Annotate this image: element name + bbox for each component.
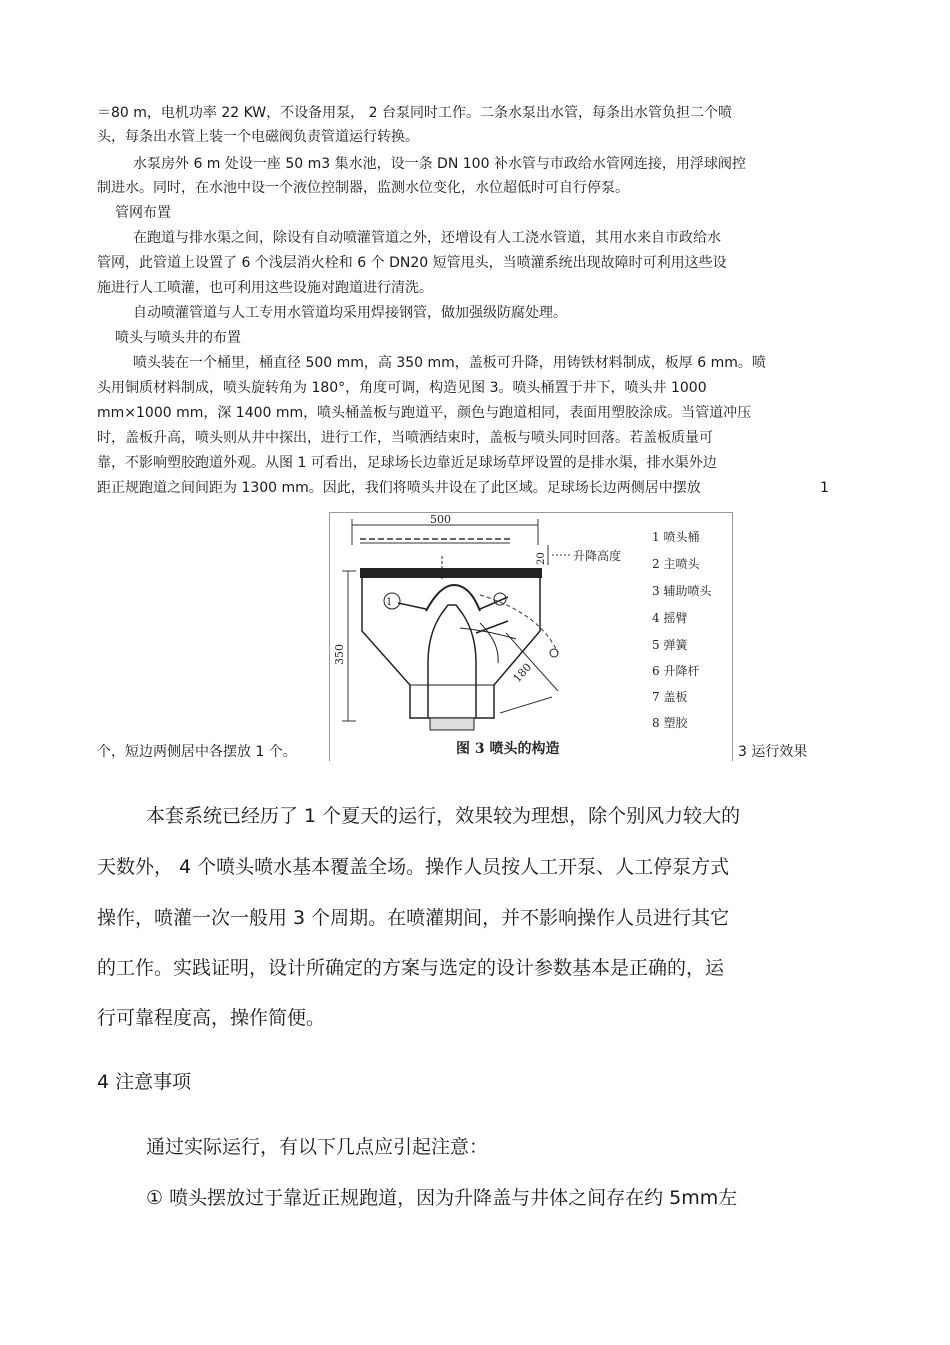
legend-item: 2 主喷头 — [652, 557, 700, 571]
paragraph-line: 天数外， 4 个喷头喷水基本覆盖全场。操作人员按人工开泵、人工停泵方式 — [97, 856, 730, 878]
text-line: 施进行人工喷灌，也可利用这些设施对跑道进行清洗。 — [97, 280, 433, 296]
text-line: 制进水。同时，在水池中设一个液位控制器，监测水位变化，水位超低时可自行停泵。 — [97, 180, 629, 196]
section-heading-inline: 3 运行效果 — [738, 744, 808, 760]
text-line: 时，盖板升高，喷头则从井中探出，进行工作，当喷洒结束时，盖板与喷头同时回落。若盖板质量可 — [97, 430, 713, 446]
figure-drawing — [330, 513, 732, 761]
text-line: 水泵房外 6 m 处设一座 50 m3 集水池，设一条 DN 100 补水管与市政给水管网连接，用浮球阀控 — [133, 156, 746, 172]
subheading: 管网布置 — [115, 205, 171, 221]
legend-item: 1 喷头桶 — [652, 530, 700, 544]
legend-item: 8 塑胶 — [652, 716, 688, 730]
text-line: 喷头装在一个桶里，桶直径 500 mm，高 350 mm，盖板可升降，用铸铁材料制成，板厚 6 mm。喷 — [133, 355, 766, 371]
list-item: ① 喷头摆放过于靠近正规跑道，因为升降盖与井体之间存在约 5mm左 — [146, 1187, 738, 1209]
dim-width-label: 500 — [430, 513, 451, 526]
dim-height-label: 350 — [333, 644, 346, 665]
text-line: 头，每条出水管上装一个电磁阀负责管道运行转换。 — [97, 129, 419, 145]
text-line: ＝80 m，电机功率 22 KW，不设备用泵， 2 台泵同时工作。二条水泵出水管，每条出水管负担二个喷 — [97, 105, 732, 121]
sprinkler-structure-figure — [329, 512, 733, 761]
text-line: 靠，不影响塑胶跑道外观。从图 1 可看出，足球场长边靠近足球场草坪设置的是排水渠，排水渠外边 — [97, 455, 717, 471]
subheading: 喷头与喷头井的布置 — [115, 330, 241, 346]
text-line: 在跑道与排水渠之间，除设有自动喷灌管道之外，还增设有人工浇水管道，其用水来自市政给水 — [133, 230, 721, 246]
dim-lift-text: 升降高度 — [573, 549, 622, 563]
dim-lift-label: 20 — [536, 552, 547, 565]
paragraph-line: 的工作。实践证明，设计所确定的方案与选定的设计参数基本是正确的，运 — [97, 957, 725, 979]
legend-item: 4 摇臂 — [652, 611, 688, 625]
text-line: 距正规跑道之间间距为 1300 mm。因此，我们将喷头井设在了此区域。足球场长边两侧居中摆放 — [97, 480, 701, 496]
svg-text:1: 1 — [386, 597, 393, 608]
paragraph-line: 行可靠程度高，操作简便。 — [97, 1007, 326, 1029]
text-line: 自动喷灌管道与人工专用水管道均采用焊接钢管，做加强级防腐处理。 — [133, 305, 567, 321]
dim-diagonal-label: 180 — [510, 660, 535, 686]
paragraph-line: 操作，喷灌一次一般用 3 个周期。在喷灌期间，并不影响操作人员进行其它 — [97, 907, 730, 929]
legend-item: 3 辅助喷头 — [652, 584, 712, 598]
legend-item: 6 升降杆 — [652, 664, 700, 678]
text-line: 个，短边两侧居中各摆放 1 个。 — [97, 744, 297, 760]
text-line: mm×1000 mm，深 1400 mm，喷头桶盖板与跑道平，颜色与跑道相同，表面用塑胶涂成。当管道冲压 — [97, 405, 752, 421]
paragraph-line: 通过实际运行，有以下几点应引起注意： — [146, 1136, 489, 1158]
text-line: 头用铜质材料制成，喷头旋转角为 180°，角度可调，构造见图 3。喷头桶置于井下，喷头井 1000 — [97, 380, 707, 396]
legend-item: 7 盖板 — [652, 690, 688, 704]
figure-caption: 图 3 喷头的构造 — [456, 741, 560, 757]
paragraph-line: 本套系统已经历了 1 个夏天的运行，效果较为理想，除个别风力较大的 — [146, 805, 741, 827]
section-heading: 4 注意事项 — [97, 1071, 192, 1093]
legend-item: 5 弹簧 — [652, 638, 688, 652]
text-fragment: 1 — [820, 480, 829, 496]
text-line: 管网，此管道上设置了 6 个浅层消火栓和 6 个 DN20 短管甩头，当喷灌系统出现故障时可利用这些设 — [97, 255, 727, 271]
